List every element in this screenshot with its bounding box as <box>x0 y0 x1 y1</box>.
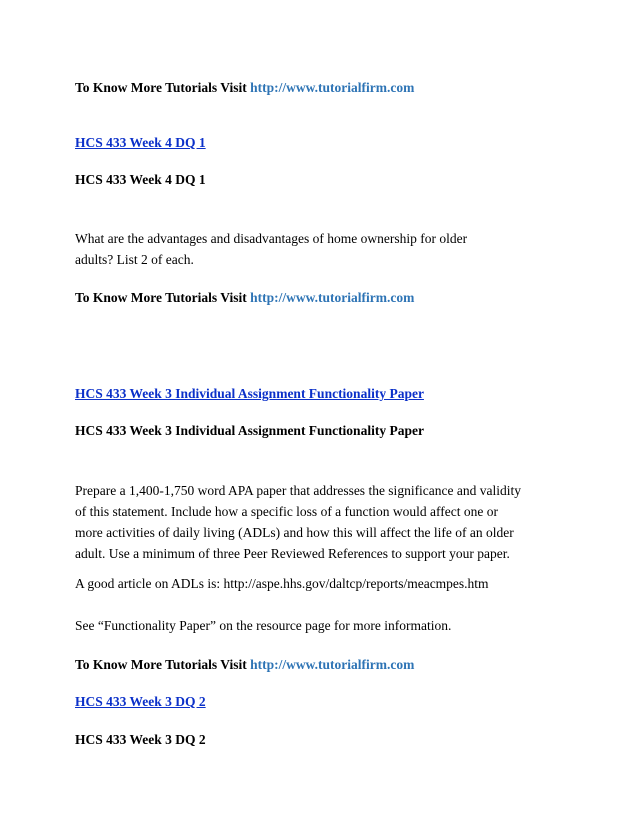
body-line: adult. Use a minimum of three Peer Reviewed References to support your paper. <box>75 546 510 561</box>
section-link-title <box>75 693 206 711</box>
section-body <box>75 480 575 564</box>
body-line: adults? List 2 of each. <box>75 252 194 267</box>
body-line: more activities of daily living (ADLs) and how this will affect the life of an older <box>75 525 514 540</box>
hcs-433-week-4-dq-1-link[interactable]: HCS 433 Week 4 DQ 1 <box>75 135 206 150</box>
promo-url-link[interactable]: http://www.tutorialfirm.com <box>250 290 415 305</box>
promo-line <box>75 289 414 307</box>
body-line: What are the advantages and disadvantages of home ownership for older <box>75 231 468 246</box>
promo-url-link[interactable]: http://www.tutorialfirm.com <box>250 657 415 672</box>
promo-prefix: To Know More Tutorials Visit <box>75 657 247 672</box>
section-title: HCS 433 Week 3 Individual Assignment Functionality Paper <box>75 423 424 438</box>
promo-prefix: To Know More Tutorials Visit <box>75 290 247 305</box>
functionality-paper-link[interactable]: HCS 433 Week 3 Individual Assignment Functionality Paper <box>75 386 424 401</box>
see-line: See “Functionality Paper” on the resource page for more information. <box>75 618 452 633</box>
section-title: HCS 433 Week 3 DQ 2 <box>75 732 206 747</box>
promo-line <box>75 79 414 97</box>
promo-prefix: To Know More Tutorials Visit <box>75 80 247 95</box>
article-line: A good article on ADLs is: http://aspe.hhs.gov/daltcp/reports/meacmpes.htm <box>75 576 489 591</box>
promo-url-link[interactable]: http://www.tutorialfirm.com <box>250 80 415 95</box>
section-body <box>75 228 575 270</box>
hcs-433-week-3-dq-2-link[interactable]: HCS 433 Week 3 DQ 2 <box>75 694 206 709</box>
section-link-title <box>75 134 206 152</box>
section-link-title <box>75 385 424 403</box>
promo-line <box>75 656 414 674</box>
body-line: Prepare a 1,400-1,750 word APA paper that addresses the significance and validity <box>75 483 522 498</box>
body-line: of this statement. Include how a specific loss of a function would affect one or <box>75 504 499 519</box>
section-title: HCS 433 Week 4 DQ 1 <box>75 172 206 187</box>
